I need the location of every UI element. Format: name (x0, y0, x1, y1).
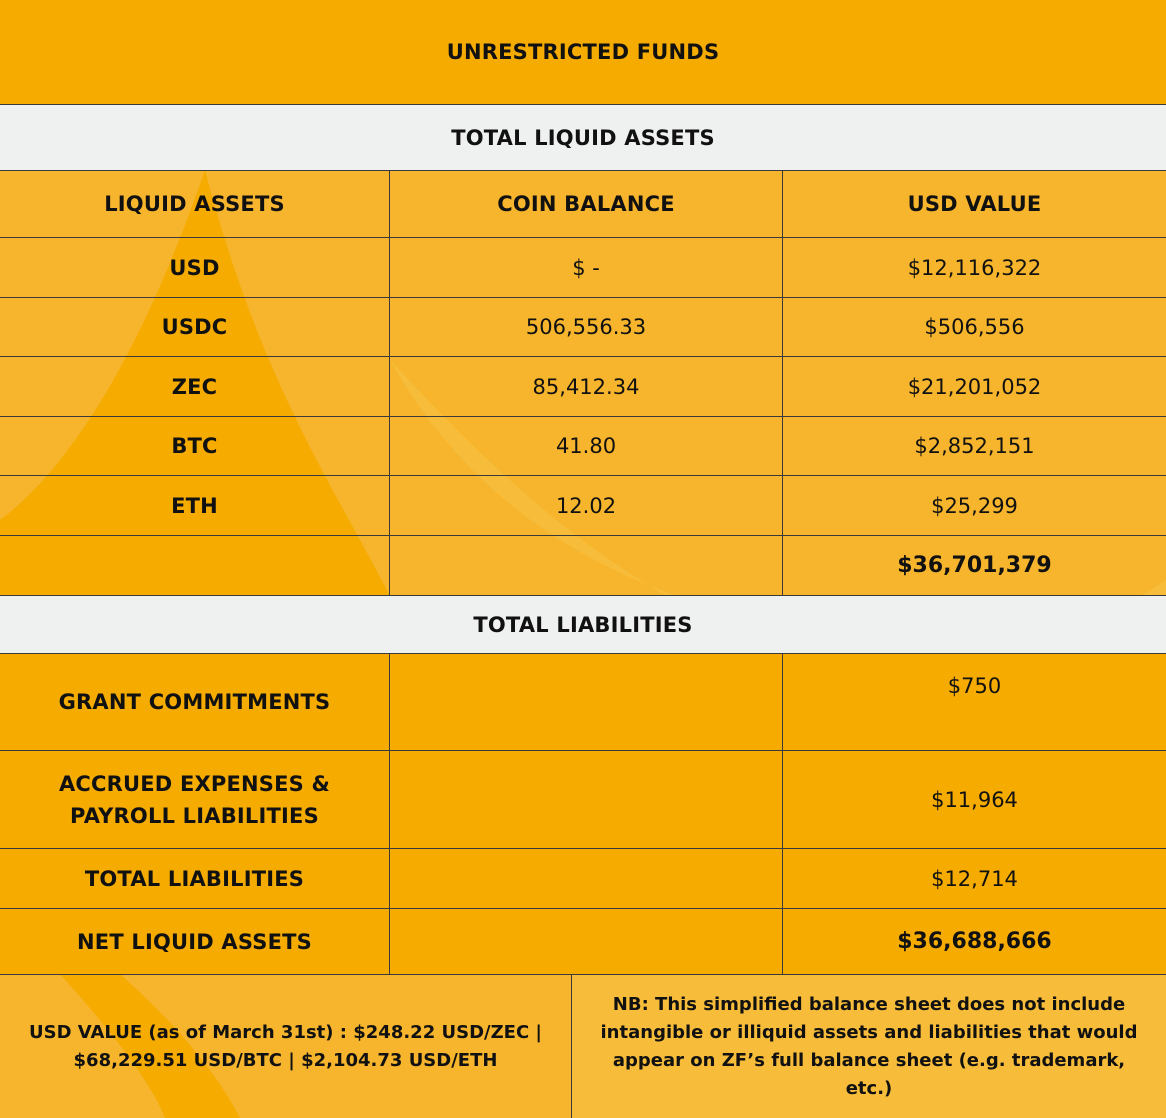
asset-name-cell: ETH (0, 476, 390, 535)
table-row (0, 298, 1166, 357)
empty-cell (0, 536, 390, 595)
table-row (0, 238, 1166, 298)
assets-heading: TOTAL LIQUID ASSETS (451, 125, 715, 150)
empty-cell (390, 536, 783, 595)
disclaimer-note: NB: This simplified balance sheet does not include intangible or illiquid assets and liabilities that would appear on ZF’s full balance sheet (e.g. trademark, etc.) (600, 993, 1138, 1099)
liability-value-cell: $12,714 (931, 866, 1018, 891)
asset-name-cell: USD (0, 238, 390, 297)
asset-name-cell: BTC (0, 417, 390, 475)
col-header-liquid-assets: LIQUID ASSETS (0, 171, 390, 237)
col-header-usd-value: USD VALUE (907, 192, 1042, 216)
usd-value-cell: $12,116,322 (907, 255, 1042, 280)
assets-heading-bar (0, 105, 1166, 171)
net-assets-row (0, 909, 1166, 974)
exchange-rates-note: USD VALUE (as of March 31st) : $248.22 USD/ZEC | $68,229.51 USD/BTC | $2,104.73 USD/ETH (0, 975, 572, 1118)
liabilities-heading-bar (0, 596, 1166, 654)
table-row (0, 417, 1166, 476)
liability-row (0, 849, 1166, 909)
table-row (0, 476, 1166, 536)
usd-value-cell: $2,852,151 (914, 434, 1035, 458)
liability-row (0, 654, 1166, 751)
page-title: UNRESTRICTED FUNDS (446, 40, 720, 64)
usd-value-cell: $25,299 (931, 493, 1018, 518)
asset-name-cell: USDC (0, 298, 390, 356)
net-assets-label-cell: NET LIQUID ASSETS (0, 909, 390, 974)
liability-row (0, 751, 1166, 849)
liability-label-cell: ACCRUED EXPENSES & PAYROLL LIABILITIES (0, 751, 390, 848)
empty-cell (390, 849, 783, 908)
col-header-coin-balance: COIN BALANCE (390, 171, 783, 237)
coin-balance-cell: 41.80 (390, 417, 783, 475)
usd-value-cell: $21,201,052 (907, 374, 1042, 399)
usd-value-cell: $506,556 (924, 315, 1025, 339)
empty-cell (390, 654, 783, 750)
liabilities-heading: TOTAL LIABILITIES (473, 612, 693, 637)
empty-cell (390, 909, 783, 974)
assets-total-row (0, 536, 1166, 596)
coin-balance-cell: 12.02 (390, 476, 783, 535)
title-banner (0, 0, 1166, 105)
table-row (0, 357, 1166, 417)
asset-name-cell: ZEC (0, 357, 390, 416)
liability-label-cell: GRANT COMMITMENTS (0, 654, 390, 750)
liability-value-cell: $11,964 (931, 787, 1018, 812)
coin-balance-cell: 85,412.34 (390, 357, 783, 416)
liability-value-cell: $750 (947, 674, 1002, 698)
empty-cell (390, 751, 783, 848)
footer (0, 974, 1166, 1118)
assets-total-cell: $36,701,379 (897, 553, 1052, 578)
net-assets-value-cell: $36,688,666 (897, 929, 1052, 954)
coin-balance-cell: $ - (390, 238, 783, 297)
coin-balance-cell: 506,556.33 (390, 298, 783, 356)
liability-label-cell: TOTAL LIABILITIES (0, 849, 390, 908)
assets-header-row (0, 171, 1166, 238)
